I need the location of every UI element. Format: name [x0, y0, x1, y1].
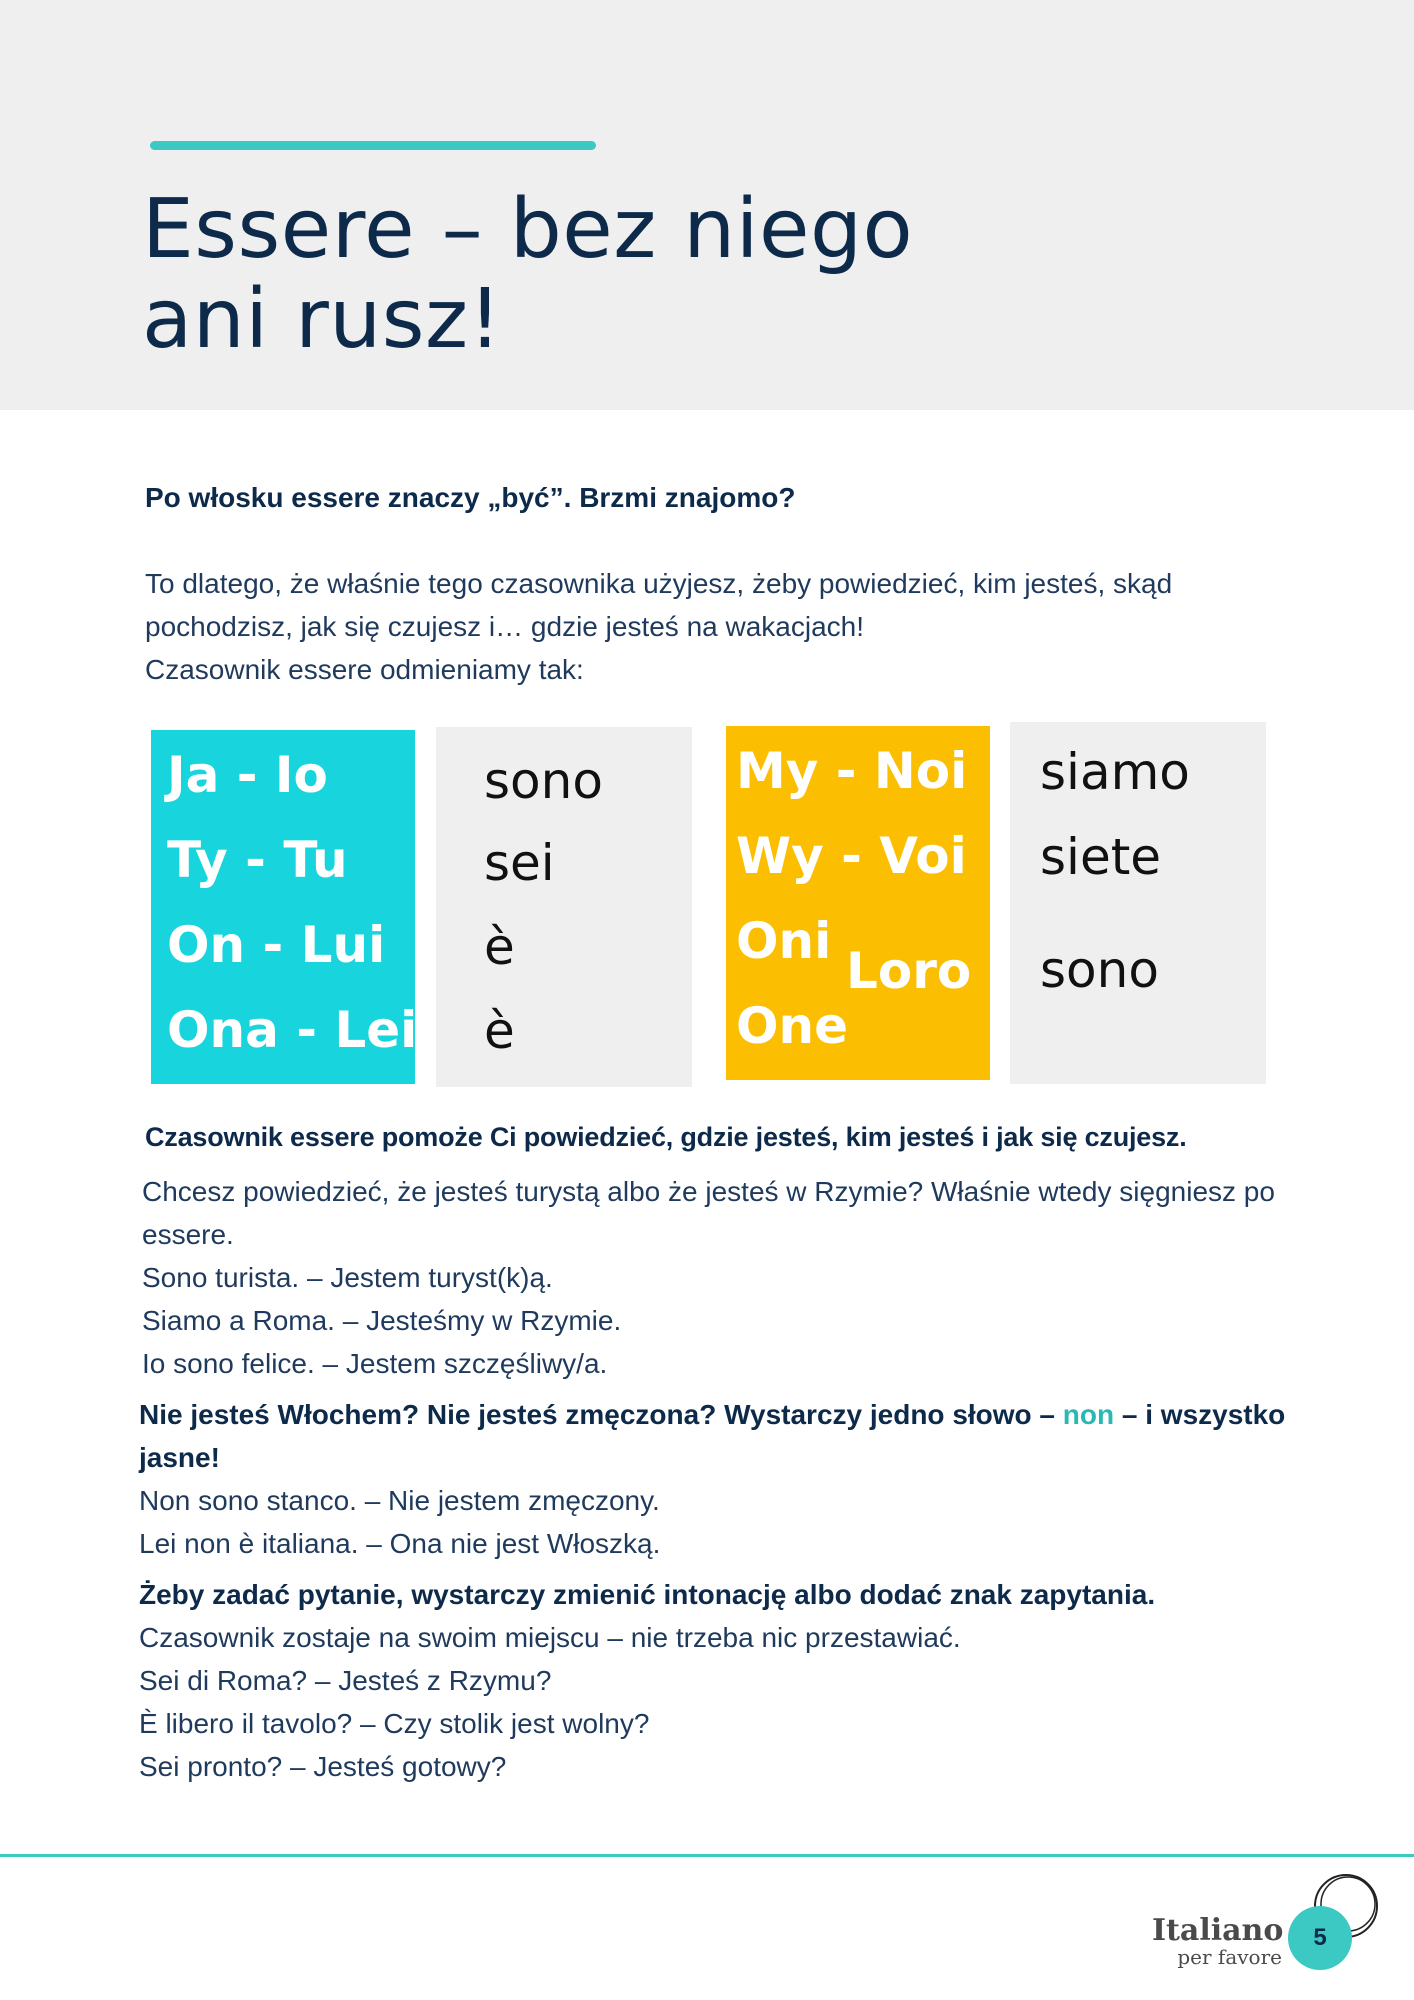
section2-heading-start: Nie jesteś Włochem? Nie jesteś zmęczona? Wystarczy jedno słowo –: [139, 1399, 1063, 1430]
section2-heading-line-2: jasne!: [139, 1442, 220, 1473]
section3-example-1: Sei di Roma? – Jesteś z Rzymu?: [139, 1665, 552, 1696]
pronoun-oni: Oni: [736, 912, 832, 970]
logo-main-text: Italiano: [1152, 1913, 1284, 1948]
pronoun-one: One: [736, 997, 849, 1055]
page-title: [142, 182, 914, 367]
intro-lead: Po włosku essere znaczy „być”. Brzmi znajomo?: [145, 482, 796, 513]
logo-sub-text: per favore: [1177, 1945, 1282, 1969]
section1-example-2: Siamo a Roma. – Jesteśmy w Rzymie.: [142, 1305, 622, 1336]
title-line-2: ani rusz!: [142, 272, 502, 367]
pronoun-loro: Loro: [846, 942, 972, 1000]
section1-line-1: Chcesz powiedzieć, że jesteś turystą albo że jesteś w Rzymie? Właśnie wtedy sięgniesz po: [142, 1176, 1275, 1207]
singular-form-box: [436, 727, 692, 1087]
title-line-1: Essere – bez niego: [142, 182, 914, 277]
section1-line-2: essere.: [142, 1219, 234, 1250]
section3-heading: Żeby zadać pytanie, wystarczy zmienić intonację albo dodać znak zapytania.: [139, 1579, 1156, 1610]
singular-pronoun-box: [151, 730, 418, 1084]
section3-example-2: È libero il tavolo? – Czy stolik jest wolny?: [139, 1708, 650, 1739]
section1-example-3: Io sono felice. – Jestem szczęśliwy/a.: [142, 1348, 608, 1379]
page-number: 5: [1288, 1906, 1352, 1970]
section3-example-3: Sei pronto? – Jesteś gotowy?: [139, 1751, 507, 1782]
form-e-lui: è: [484, 918, 515, 976]
section3-line-1: Czasownik zostaje na swoim miejscu – nie trzeba nic przestawiać.: [139, 1622, 961, 1653]
plural-form-box: [1010, 722, 1266, 1084]
form-e-lei: è: [484, 1002, 515, 1060]
section2-heading: [139, 1393, 1285, 1436]
form-sei: sei: [484, 834, 555, 892]
form-sono-loro: sono: [1040, 941, 1159, 999]
intro-para-line-1: To dlatego, że właśnie tego czasownika użyjesz, żeby powiedzieć, kim jesteś, skąd: [145, 568, 1173, 599]
intro-para-line-3: Czasownik essere odmieniamy tak:: [145, 654, 584, 685]
form-siamo: siamo: [1040, 743, 1190, 801]
section2-heading-end: – i wszystko: [1114, 1399, 1286, 1430]
accent-line: [150, 141, 596, 150]
pronoun-on-lui: On - Lui: [167, 916, 386, 974]
section1-heading: Czasownik essere pomoże Ci powiedzieć, gdzie jesteś, kim jesteś i jak się czujesz.: [145, 1122, 1187, 1152]
section2-example-2: Lei non è italiana. – Ona nie jest Włoszką.: [139, 1528, 661, 1559]
section2-example-1: Non sono stanco. – Nie jestem zmęczony.: [139, 1485, 660, 1516]
brand-logo: [1152, 1915, 1282, 1967]
pronoun-ty-tu: Ty - Tu: [167, 831, 348, 889]
section1-example-1: Sono turista. – Jestem turyst(k)ą.: [142, 1262, 553, 1293]
pronoun-wy-voi: Wy - Voi: [736, 827, 967, 885]
intro-para-line-2: pochodzisz, jak się czujesz i… gdzie jesteś na wakacjach!: [145, 611, 865, 642]
pronoun-my-noi: My - Noi: [736, 742, 968, 800]
pronoun-ona-lei: Ona - Lei: [167, 1001, 418, 1059]
plural-pronoun-box: [726, 726, 990, 1080]
non-keyword: non: [1062, 1399, 1115, 1430]
pronoun-ja-io: Ja - Io: [167, 746, 328, 804]
footer-divider: [0, 1854, 1414, 1857]
form-siete: siete: [1040, 828, 1162, 886]
form-sono: sono: [484, 752, 603, 810]
